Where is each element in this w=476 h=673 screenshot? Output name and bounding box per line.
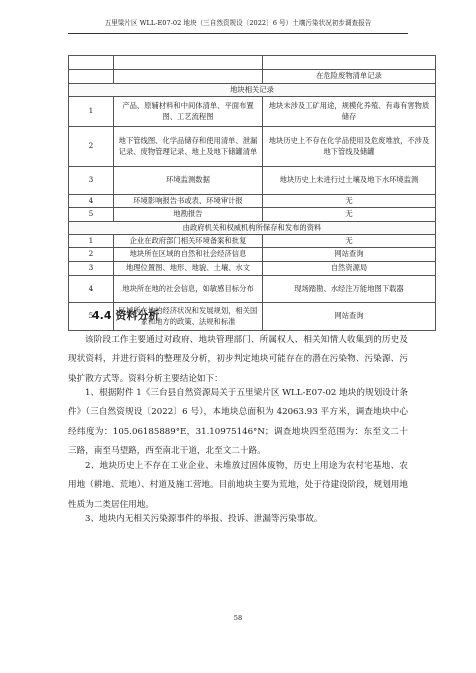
record-item (114, 70, 263, 84)
header-divider (68, 33, 408, 34)
record-status: 地块历史上不存在化学品使用及危废堆放，不涉及地下管线及储罐 (263, 127, 436, 167)
record-status: 现场踏勘、水经注万能地图下载器 (263, 276, 436, 303)
table-row (69, 127, 436, 167)
record-status: 地块历史上未进行过土壤及地下水环境监测 (263, 167, 436, 195)
table-row (69, 208, 436, 222)
row-number: 3 (69, 167, 114, 195)
paragraph-conclusion-3: 3、地块内无相关污染源事件的举报、投诉、泄漏等污染事故。 (85, 514, 323, 524)
table-row (69, 262, 436, 276)
paragraph-conclusion-2: 2、地块历史上不存在工业企业、未堆放过固体废物，历史上用途为农村宅基地、农用地（耕地、荒地）、村道及施工营地。目前地块主要为荒地，处于待建设阶段，规划用地性质为二类居住用地。 (68, 461, 408, 510)
row-number: 4 (69, 276, 114, 303)
row-number: 2 (69, 127, 114, 167)
table-row (69, 195, 436, 208)
table-section-row (69, 84, 436, 97)
table-row (69, 97, 436, 127)
table-row (69, 248, 436, 262)
table-row (69, 70, 436, 84)
row-number: 5 (69, 303, 114, 331)
record-item: 产品、原辅材料和中间体清单、平面布置图、工艺流程图 (114, 97, 263, 127)
page-header: 五里梁片区 WLL-E07-02 地块（三自然资规设〔2022〕6 号）土壤污染状况初步调查报告 (104, 19, 372, 27)
record-status: 在危险废物清单记录 (263, 70, 436, 84)
record-status: 无 (263, 208, 436, 222)
records-table (68, 55, 436, 331)
record-status: 地块未涉及工矿用途，规模化养殖、有毒有害物质储存 (263, 97, 436, 127)
record-status: 自然资源局 (263, 262, 436, 276)
record-status: 无 (263, 235, 436, 248)
section-government-records: 由政府机关和权威机构所保存和发布的资料 (69, 222, 436, 235)
table-row (69, 235, 436, 248)
record-item: 环境影响报告书或表、环境审计报 (114, 195, 263, 208)
table-row (69, 167, 436, 195)
record-item: 区域所在地的经济状况和发展规划，相关国家和地方的政策、法规和标准 (114, 303, 263, 331)
row-number: 4 (69, 195, 114, 208)
table-section-row (69, 222, 436, 235)
row-number: 2 (69, 248, 114, 262)
row-number: 1 (69, 235, 114, 248)
table-row (69, 56, 436, 70)
table-row (69, 276, 436, 303)
paragraph-intro: 该阶段工作主要通过对政府、地块管理部门、所属权人、相关知情人收集到的历史及现状资料，并进行资料的整理及分析，初步判定地块可能存在的潜在污染物、污染源、污染扩散方式等。资料分析主要结论如下： (68, 335, 408, 384)
row-number (69, 56, 114, 70)
record-item: 地勘报告 (114, 208, 263, 222)
record-status: 网站查询 (263, 248, 436, 262)
row-number (69, 70, 114, 84)
record-item: 地块所在区域的自然和社会经济信息 (114, 248, 263, 262)
record-item: 地下管线图、化学品储存和使用清单、泄漏记录、废物管理记录、地上及地下储罐清单 (114, 127, 263, 167)
paragraph-conclusion-1: 1、根据附件 1《三台县自然资源局关于五里梁片区 WLL-E07-02 地块的规划设计条件》（三自然资规设〔2022〕6 号），本地块总面积为 42063.93 平方米，调查地块中心经纬度为：105.06185889°E，31.10975146°N；调查地块四至范围为：东至文二十三路，南至马望路，西至南北干道，北至文二十路。 (68, 388, 408, 457)
record-status (263, 56, 436, 70)
record-item: 地理位置图、地形、地貌、土壤、水文 (114, 262, 263, 276)
row-number: 3 (69, 262, 114, 276)
record-item: 地块所在地的社会信息，如敏感目标分布 (114, 276, 263, 303)
row-number: 1 (69, 97, 114, 127)
section-heading: 4.4 资料分析 (92, 309, 160, 322)
section-site-records: 地块相关记录 (69, 84, 436, 97)
record-item (114, 56, 263, 70)
record-item: 企业在政府部门相关环境备案和批复 (114, 235, 263, 248)
row-number: 5 (69, 208, 114, 222)
record-status: 网站查询 (263, 303, 436, 331)
record-status: 无 (263, 195, 436, 208)
record-item: 环境监测数据 (114, 167, 263, 195)
page-number: 58 (233, 614, 243, 622)
